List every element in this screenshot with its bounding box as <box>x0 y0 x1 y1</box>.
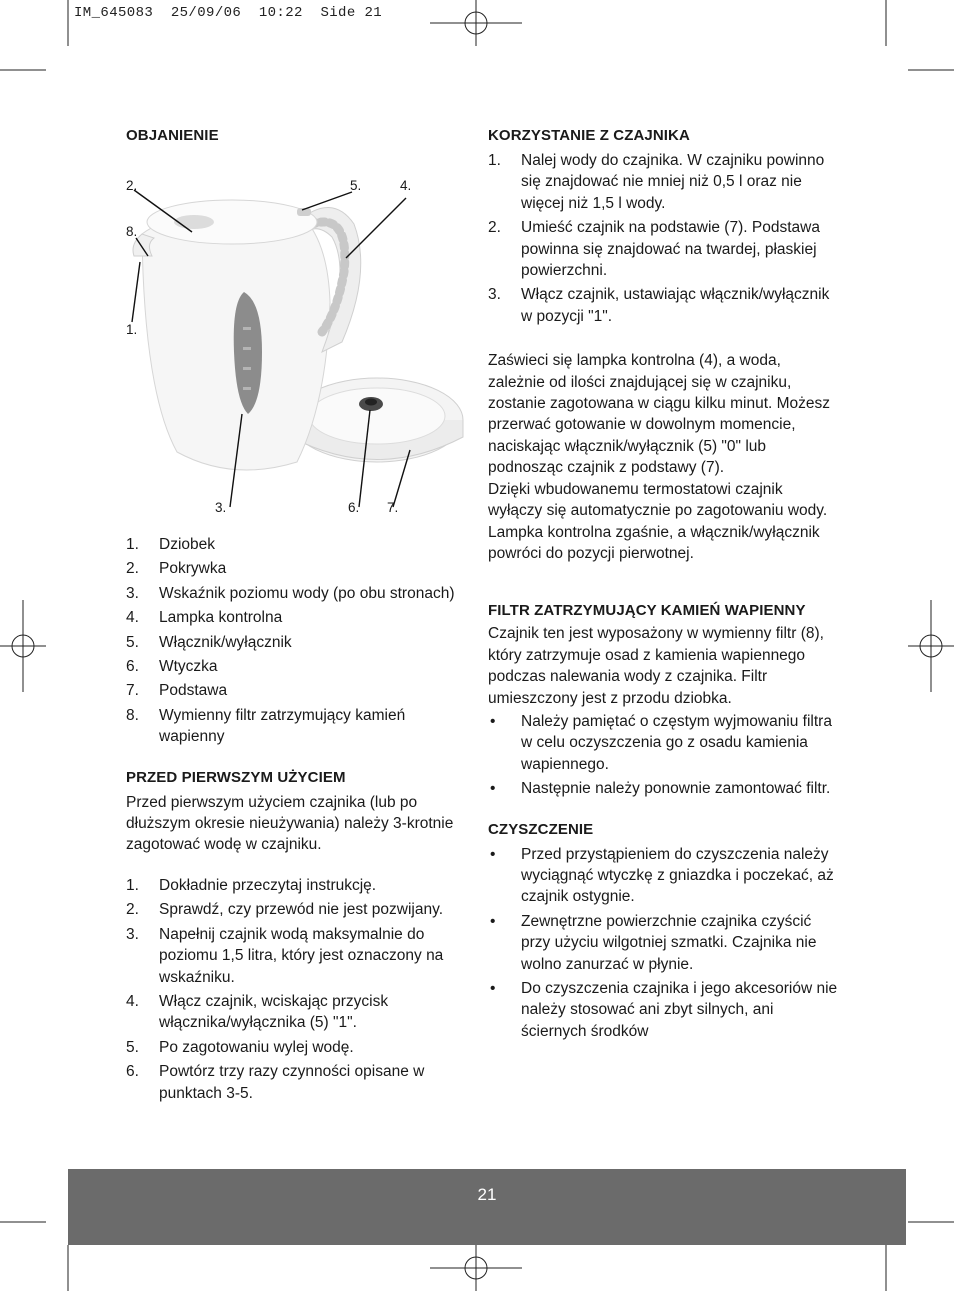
callout-4: 4. <box>400 178 412 193</box>
callout-5: 5. <box>350 178 362 193</box>
print-slug: IM_645083 25/09/06 10:22 Side 21 <box>74 5 383 21</box>
bullet-icon: • <box>490 912 496 930</box>
usage-steps <box>488 150 838 327</box>
filter-heading: FILTR ZATRZYMUJĄCY KAMIEŃ WAPIENNY <box>488 602 806 620</box>
list-item: • Następnie należy ponownie zamontować filtr. <box>488 778 838 799</box>
list-item: 5. Po zagotowaniu wylej wodę. <box>126 1038 354 1056</box>
objanienie-heading: OBJANIENIE <box>126 127 219 144</box>
list-item: • Należy pamiętać o częstym wyjmowaniu filtra w celu oczyszczenia go z osadu kamienia wapiennego. <box>490 712 832 773</box>
bullet-icon: • <box>490 980 496 997</box>
callout-1: 1. <box>126 322 138 337</box>
cleaning-bullets <box>488 844 838 1043</box>
filter-bullets <box>488 711 838 800</box>
parts-list <box>126 534 466 748</box>
usage-heading: KORZYSTANIE Z CZAJNIKA <box>488 127 690 144</box>
list-item: 2. Umieść czajnik na podstawie (7). Podstawa powinna się znajdować na twardej, płaskiej powierzchni. <box>488 219 820 280</box>
page-number: 21 <box>477 1185 497 1204</box>
callout-7: 7. <box>387 500 399 515</box>
right-column <box>488 126 838 1042</box>
kettle-illustration <box>122 152 472 522</box>
filter-intro: Czajnik ten jest wyposażony w wymienny filtr (8), który zatrzymuje osad z kamienia wapiennego podczas nalewania wody z czajnika. Filtr umieszczony jest z przodu dziobka. <box>488 625 824 707</box>
list-item: 5. Włącznik/wyłącznik <box>126 633 292 651</box>
cleaning-heading: CZYSZCZENIE <box>488 820 594 838</box>
callout-6: 6. <box>348 500 360 515</box>
list-item: 1. Nalej wody do czajnika. W czajniku powinno się znajdować nie mniej niż 0,5 l oraz nie więcej niż 1,5 l wody. <box>488 152 825 212</box>
registration-mark-top <box>430 0 522 46</box>
usage-paragraph-1: Zaświeci się lampka kontrolna (4), a woda, zależnie od ilości znajdującej się w czajniku, zostanie zagotowana w ciągu kilku minut. Możesz przerwać gotowanie w dowolnym momencie, naciskając włącznik/wyłącznik (5) "0" lub podnosząc czajnik z podstawy (7). <box>488 352 831 477</box>
callout-3: 3. <box>215 500 227 515</box>
registration-mark-bottom <box>430 1245 522 1291</box>
callout-2: 2. <box>126 178 138 193</box>
registration-mark-left <box>0 600 46 692</box>
footer-band <box>68 1169 906 1245</box>
usage-paragraph-2: Dzięki wbudowanemu termostatowi czajnik wyłączy się automatycznie po zagotowaniu wody. Lampka kontrolna zgaśnie, a włącznik/wyłącznik powróci do pozycji pierwotnej. <box>488 480 828 562</box>
list-item: 3. Napełnij czajnik wodą maksymalnie do poziomu 1,5 litra, który jest oznaczony na wskaźniku. <box>126 925 444 986</box>
list-item: • Przed przystąpieniem do czyszczenia należy wyciągnąć wtyczkę z gniazdka i poczekać, aż czajnik ostygnie. <box>490 845 834 906</box>
list-item: 3. Włącz czajnik, ustawiając włącznik/wyłącznik w pozycji "1". <box>488 286 830 325</box>
first-use-steps <box>126 875 466 1104</box>
kettle-figure <box>126 152 471 522</box>
list-item: 2. Pokrywka <box>126 560 227 578</box>
list-item: • Zewnętrzne powierzchnie czajnika czyścić przy użyciu wilgotniej szmatki. Czajnika nie wolno zanurzać w płynie. <box>490 912 817 973</box>
list-item: 1. Dokładnie przeczytaj instrukcję. <box>126 876 377 894</box>
first-use-heading: PRZED PIERWSZYM UŻYCIEM <box>126 768 346 786</box>
list-item: 7. Podstawa <box>126 682 228 700</box>
bullet-icon: • <box>490 712 496 730</box>
list-item: 2. Sprawdź, czy przewód nie jest pozwijany. <box>126 901 444 919</box>
bullet-icon: • <box>490 780 496 798</box>
list-item: 6. Powtórz trzy razy czynności opisane w punktach 3-5. <box>126 1063 425 1102</box>
list-item: 1. Dziobek <box>126 536 215 553</box>
bullet-icon: • <box>490 845 496 863</box>
list-item: 4. Lampka kontrolna <box>126 609 283 627</box>
list-item: 6. Wtyczka <box>126 658 218 676</box>
first-use-intro: Przed pierwszym użyciem czajnika (lub po dłuższym okresie nieużywania) należy 3-krotnie zagotować wodę w czajniku. <box>126 793 454 854</box>
list-item: 3. Wskaźnik poziomu wody (po obu stronach) <box>126 584 455 602</box>
list-item: • Do czyszczenia czajnika i jego akcesoriów nie należy stosować ani zbyt silnych, ani ściernych środków <box>490 980 838 1040</box>
registration-mark-right <box>908 600 954 692</box>
list-item: 8. Wymienny filtr zatrzymujący kamień wapienny <box>126 706 406 746</box>
left-column <box>126 126 466 1104</box>
list-item: 4. Włącz czajnik, wciskając przycisk włącznika/wyłącznika (5) "1". <box>126 992 389 1032</box>
callout-8: 8. <box>126 224 138 239</box>
